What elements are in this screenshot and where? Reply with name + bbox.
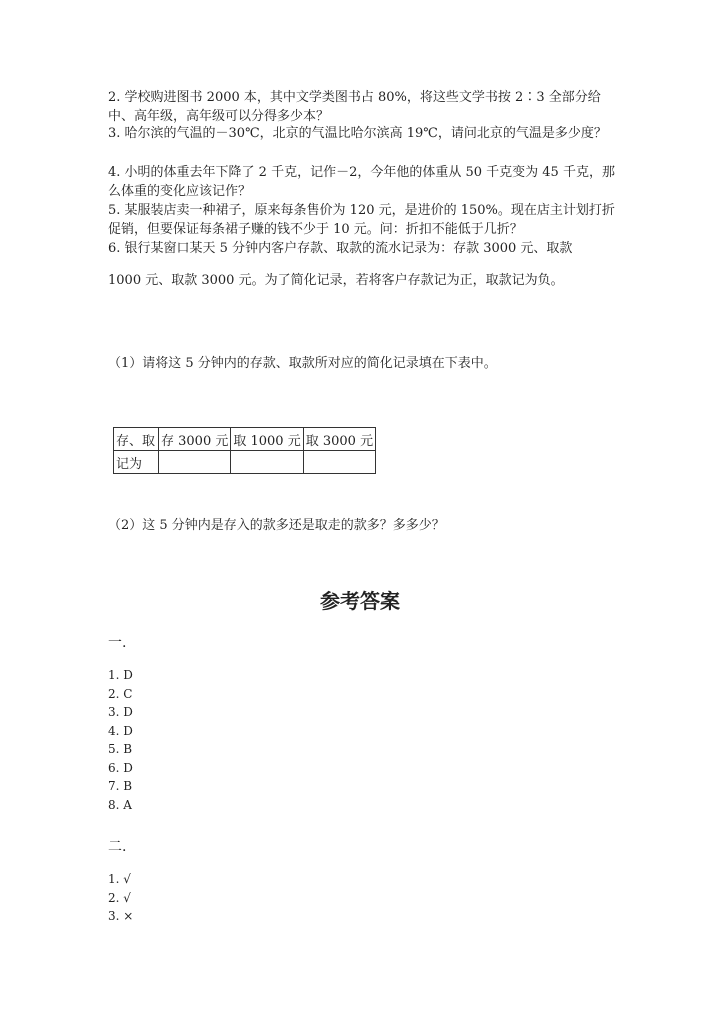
answer-title: 参考答案 — [320, 589, 400, 613]
list-item: 8. A — [108, 797, 132, 812]
answer-list-1 — [108, 666, 133, 814]
table-cell — [231, 451, 303, 474]
section-heading-2: 二. — [108, 839, 127, 855]
sub-question-2: （2）这 5 分钟内是存入的款多还是取走的款多？多多少？ — [108, 518, 445, 533]
question-4: 4. 小明的体重去年下降了 2 千克，记作－2，今年他的体重从 50 千克变为 45 千克，那么体重的变化应该记作？ — [108, 165, 615, 199]
question-6-continuation: 1000 元、取款 3000 元。为了简化记录，若将客户存款记为正，取款记为负。 — [108, 273, 564, 288]
question-2: 2. 学校购进图书 2000 本，其中文学类图书占 80%，将这些文学书按 2∶3 全部分给中、高年级，高年级可以分得多少本？ — [108, 90, 601, 124]
question-5: 5. 某服装店卖一种裙子，原来每条售价为 120 元，是进价的 150%。现在店主计划打折促销，但要保证每条裙子赚的钱不少于 10 元。问：折扣不能低于几折？ — [108, 203, 615, 237]
list-item: 3. D — [108, 705, 133, 719]
table-cell: 取 3000 元 — [303, 428, 375, 451]
table-cell — [159, 451, 231, 474]
record-table — [113, 427, 376, 474]
table-row — [114, 451, 376, 474]
sub-question-1: （1）请将这 5 分钟内的存款、取款所对应的简化记录填在下表中。 — [108, 356, 497, 371]
section-heading-1: 一. — [108, 635, 127, 651]
list-item: 7. B — [108, 779, 133, 793]
table-row — [114, 428, 376, 451]
list-item: 3. × — [108, 909, 134, 923]
list-item: 2. √ — [108, 890, 131, 905]
table-cell: 取 1000 元 — [231, 428, 303, 451]
question-3: 3. 哈尔滨的气温的－30℃，北京的气温比哈尔滨高 19℃，请问北京的气温是多少度？ — [108, 126, 607, 141]
list-item: 5. B — [108, 742, 133, 756]
question-6: 6. 银行某窗口某天 5 分钟内客户存款、取款的流水记录为：存款 3000 元、取款 — [108, 241, 573, 256]
table-cell: 存 3000 元 — [159, 428, 231, 451]
list-item: 4. D — [108, 723, 133, 738]
list-item: 6. D — [108, 760, 133, 775]
answer-list-2 — [108, 870, 133, 926]
table-cell: 存、取 — [114, 428, 159, 451]
table-cell — [303, 451, 375, 474]
list-item: 1. D — [108, 668, 133, 682]
list-item: 2. C — [108, 686, 133, 701]
table-cell: 记为 — [114, 451, 159, 474]
list-item: 1. √ — [108, 872, 131, 886]
